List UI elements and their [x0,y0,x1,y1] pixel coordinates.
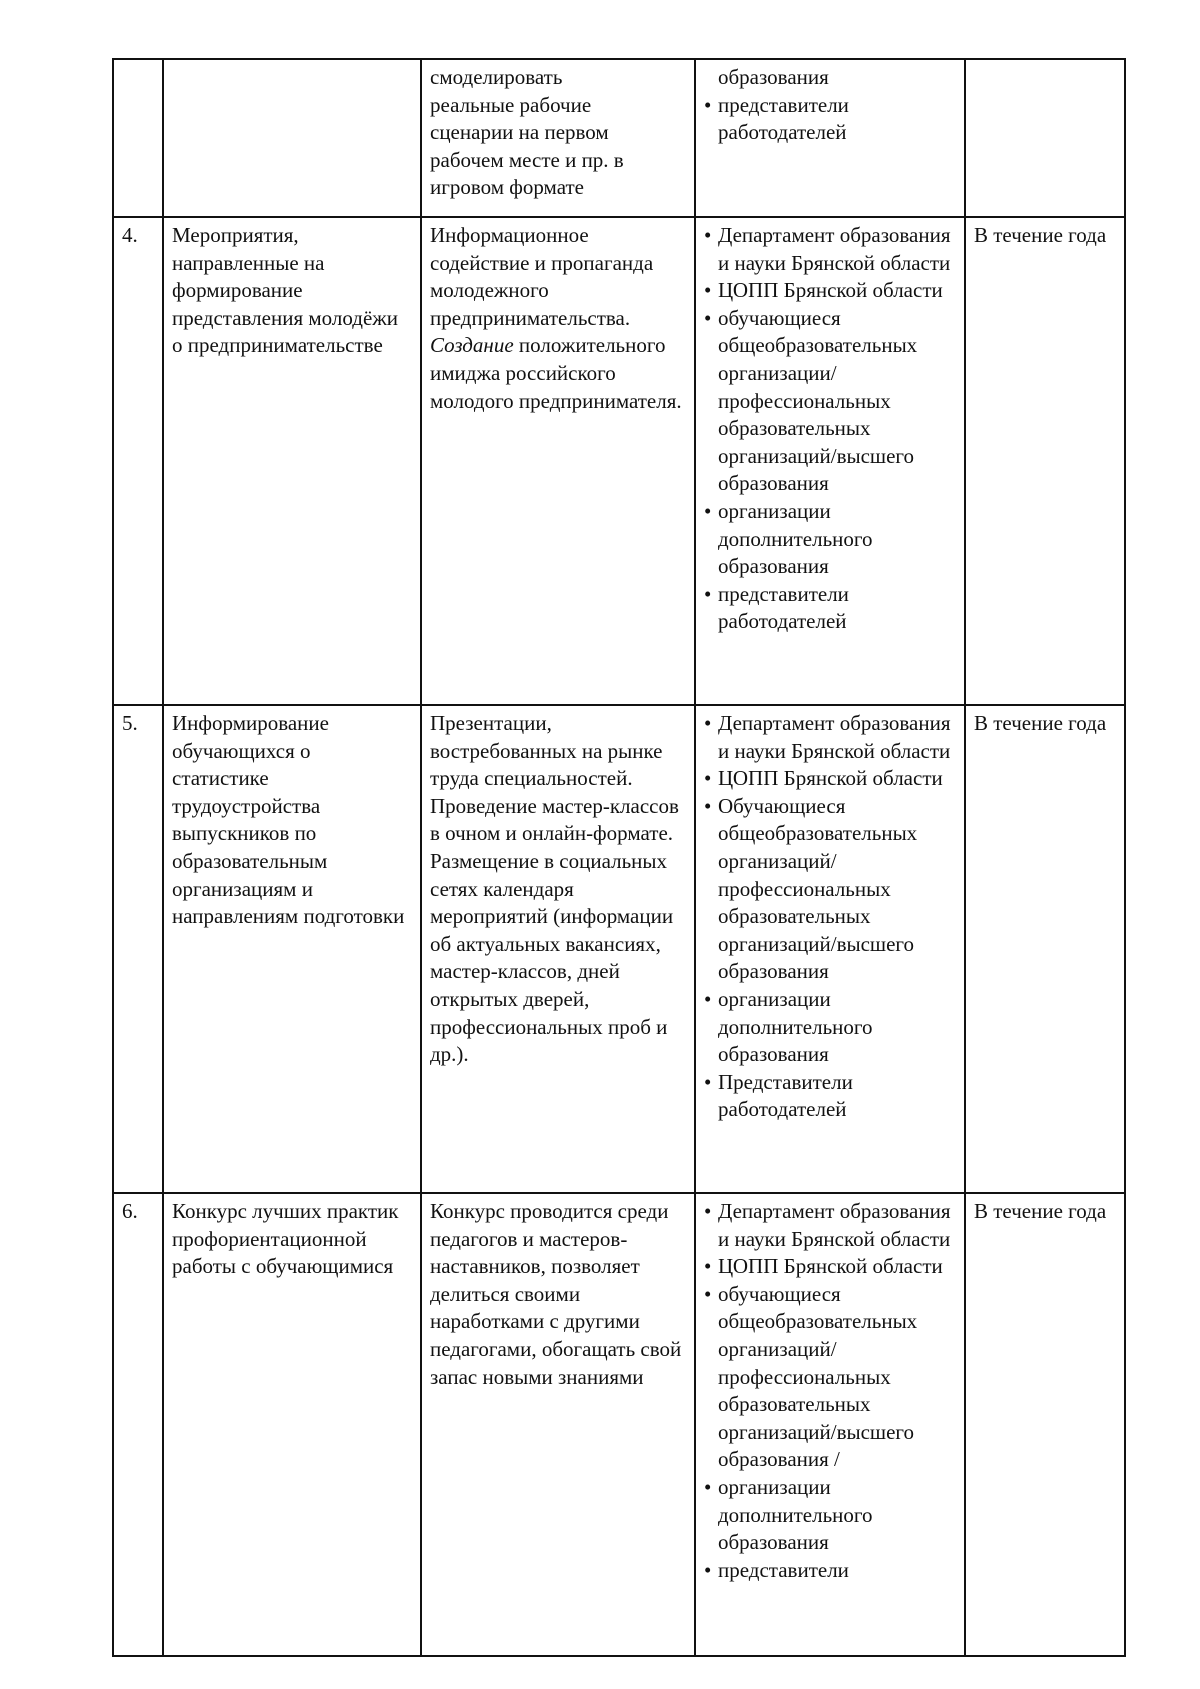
period-cell [965,59,1125,217]
list-item: • организации дополнительного образования [704,1474,956,1557]
list-item: • ЦОПП Брянской области [704,277,956,305]
events-table [112,58,1126,1657]
list-item: • представители работодателей [704,581,956,636]
content-line: реальные рабочие [430,92,592,117]
list-item: • Представители работодателей [704,1069,956,1124]
content-text: положительного имиджа российского молодого предпринимателя. [430,333,682,413]
row-number: 6. [113,1193,163,1656]
participants-cell [695,59,965,217]
table-row [113,59,1125,217]
list-item: • Департамент образования и науки Брянской области [704,222,956,277]
content-line: рабочем месте и пр. в [430,147,624,172]
period-cell: В течение года [965,1193,1125,1656]
content-line: сценарии на первом [430,120,609,145]
participant-line: • представители [718,92,849,117]
participants-list [704,710,956,1124]
participants-cell [695,705,965,1193]
table-row [113,705,1125,1193]
content-line: игровом формате [430,175,584,200]
content-text: Информационное содействие и пропаганда молодежного предпринимательства. [430,223,654,330]
row-number: 4. [113,217,163,705]
event-cell: Конкурс лучших практик профориентационной работы с обучающимися [163,1193,421,1656]
content-cell: Конкурс проводится среди педагогов и мастеров-наставников, позволяет делиться своими наработками с другими педагогами, обогащать свой запас новыми знаниями [421,1193,695,1656]
event-cell [163,59,421,217]
list-item: • Обучающиеся общеобразовательных организаций/профессиональных образовательных организаций/высшего образования [704,793,956,986]
list-item: • ЦОПП Брянской области [704,765,956,793]
list-item: • организации дополнительного образования [704,498,956,581]
row-number: 5. [113,705,163,1193]
content-cell [421,217,695,705]
participants-list [704,92,956,147]
participants-list [704,222,956,636]
list-item: • организации дополнительного образования [704,986,956,1069]
list-item: • ЦОПП Брянской области [704,1253,956,1281]
content-cell [421,59,695,217]
table-row [113,1193,1125,1656]
content-cell: Презентации, востребованных на рынке труда специальностей. Проведение мастер-классов в очном и онлайн-формате. Размещение в социальных сетях календаря мероприятий (информации об актуальных вакансиях, мастер-классов, дней открытых дверей, профессиональных проб и др.). [421,705,695,1193]
list-item: • обучающиеся общеобразовательных организаций/профессиональных образовательных организаций/высшего образования / [704,1281,956,1474]
content-italic-text: Создание [430,333,514,358]
list-item: • Департамент образования и науки Брянской области [704,710,956,765]
list-item: • обучающиеся общеобразовательных организации/профессиональных образовательных организаций/высшего образования [704,305,956,498]
list-item: • Департамент образования и науки Брянской области [704,1198,956,1253]
event-cell: Информирование обучающихся о статистике трудоустройства выпускников по образовательным организациям и направлениям подготовки [163,705,421,1193]
participants-cell [695,217,965,705]
list-item: • представители [704,1557,956,1585]
period-cell: В течение года [965,705,1125,1193]
row-number [113,59,163,217]
event-cell: Мероприятия, направленные на формирование представления молодёжи о предпринимательстве [163,217,421,705]
content-line: смоделировать [430,65,563,89]
list-item [704,92,956,147]
table-row [113,217,1125,705]
participant-line: работодателей [718,120,847,145]
participants-cell [695,1193,965,1656]
participant-text: образования [718,65,829,89]
period-cell: В течение года [965,217,1125,705]
participants-list [704,1198,956,1584]
